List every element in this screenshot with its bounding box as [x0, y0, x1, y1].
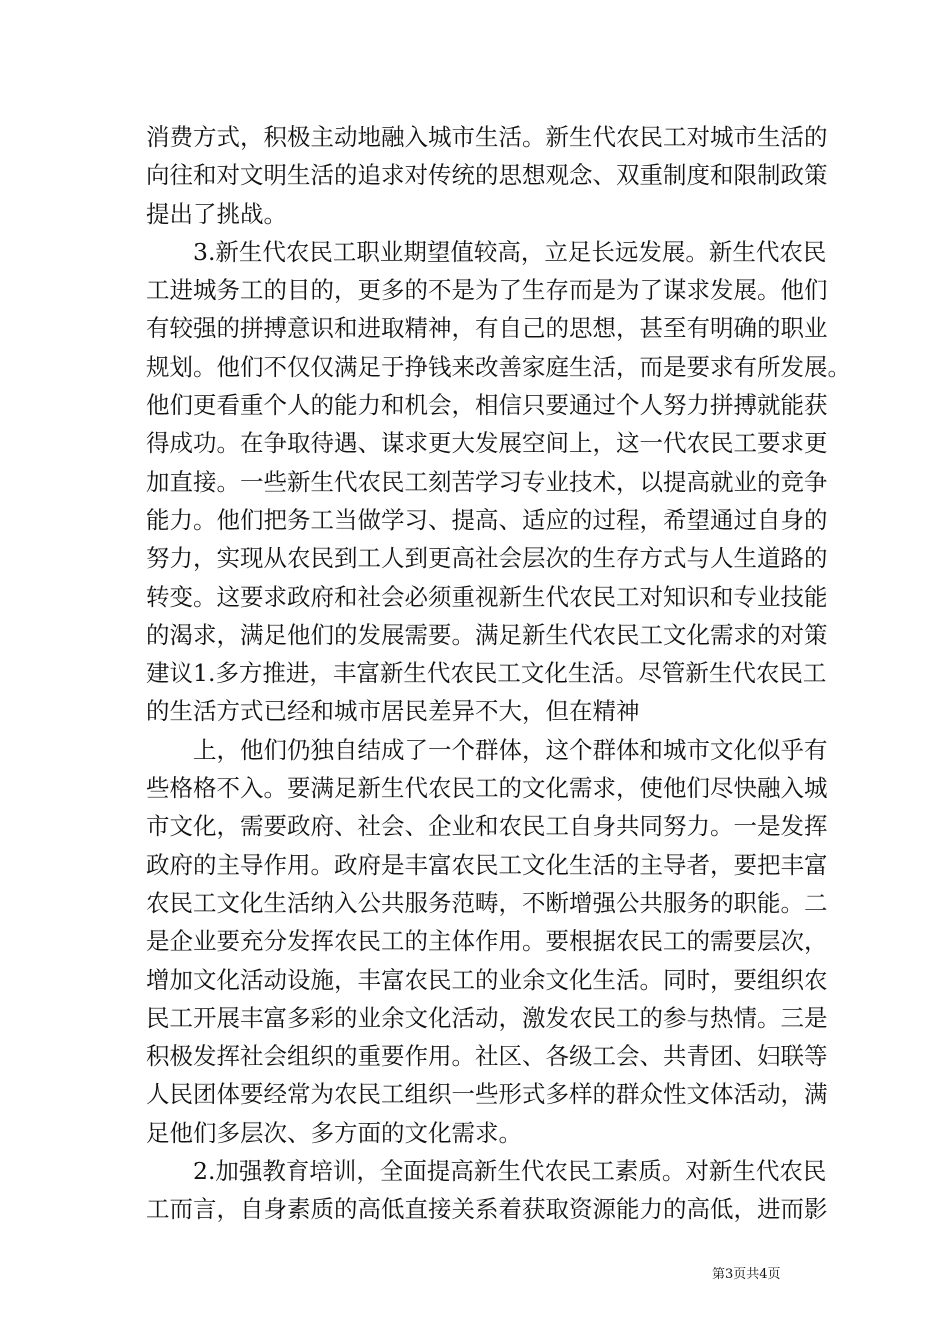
- text-line: 建议1.多方推进，丰富新生代农民工文化生活。尽管新生代农民工: [146, 659, 827, 688]
- text-line: 努力，实现从农民到工人到更高社会层次的生存方式与人生道路的: [146, 544, 828, 573]
- text-line: 向往和对文明生活的追求对传统的思想观念、双重制度和限制政策: [146, 161, 828, 190]
- text-line: 上，他们仍独自结成了一个群体，这个群体和城市文化似乎有: [146, 735, 828, 764]
- text-line: 2.加强教育培训，全面提高新生代农民工素质。对新生代农民: [146, 1157, 827, 1186]
- text-line: 加直接。一些新生代农民工刻苦学习专业技术，以提高就业的竞争: [146, 467, 828, 496]
- text-line: 转变。这要求政府和社会必须重视新生代农民工对知识和专业技能: [146, 582, 828, 611]
- text-line: 3.新生代农民工职业期望值较高，立足长远发展。新生代农民: [146, 237, 827, 266]
- text-line: 有较强的拼搏意识和进取精神，有自己的思想，甚至有明确的职业: [146, 314, 828, 343]
- text-line: 提出了挑战。: [146, 199, 287, 228]
- text-line: 工进城务工的目的，更多的不是为了生存而是为了谋求发展。他们: [146, 276, 828, 305]
- text-line: 足他们多层次、多方面的文化需求。: [146, 1118, 522, 1147]
- text-line: 增加文化活动设施，丰富农民工的业余文化生活。同时，要组织农: [146, 965, 828, 994]
- page-number-footer: 第3页共4页: [712, 1267, 781, 1282]
- text-line: 民工开展丰富多彩的业余文化活动，激发农民工的参与热情。三是: [146, 1003, 828, 1032]
- text-line: 能力。他们把务工当做学习、提高、适应的过程，希望通过自身的: [146, 505, 828, 534]
- text-line: 的渴求，满足他们的发展需要。满足新生代农民工文化需求的对策: [146, 620, 828, 649]
- text-line: 是企业要充分发挥农民工的主体作用。要根据农民工的需要层次，: [146, 927, 828, 956]
- text-line: 他们更看重个人的能力和机会，相信只要通过个人努力拼搏就能获: [146, 391, 828, 420]
- text-line: 的生活方式已经和城市居民差异不大，但在精神: [146, 697, 640, 726]
- text-line: 政府的主导作用。政府是丰富农民工文化生活的主导者，要把丰富: [146, 850, 828, 879]
- text-line: 消费方式，积极主动地融入城市生活。新生代农民工对城市生活的: [146, 123, 828, 151]
- document-body: [146, 118, 851, 1229]
- text-line: 积极发挥社会组织的重要作用。社区、各级工会、共青团、妇联等: [146, 1042, 828, 1071]
- text-line: 些格格不入。要满足新生代农民工的文化需求，使他们尽快融入城: [146, 774, 828, 803]
- text-line: 得成功。在争取待遇、谋求更大发展空间上，这一代农民工要求更: [146, 429, 828, 458]
- text-line: 规划。他们不仅仅满足于挣钱来改善家庭生活，而是要求有所发展。: [146, 352, 851, 381]
- text-line: 工而言，自身素质的高低直接关系着获取资源能力的高低，进而影: [146, 1195, 828, 1224]
- text-line: 农民工文化生活纳入公共服务范畴，不断增强公共服务的职能。二: [146, 888, 828, 917]
- text-line: 市文化，需要政府、社会、企业和农民工自身共同努力。一是发挥: [146, 812, 828, 841]
- text-line: 人民团体要经常为农民工组织一些形式多样的群众性文体活动，满: [146, 1080, 828, 1109]
